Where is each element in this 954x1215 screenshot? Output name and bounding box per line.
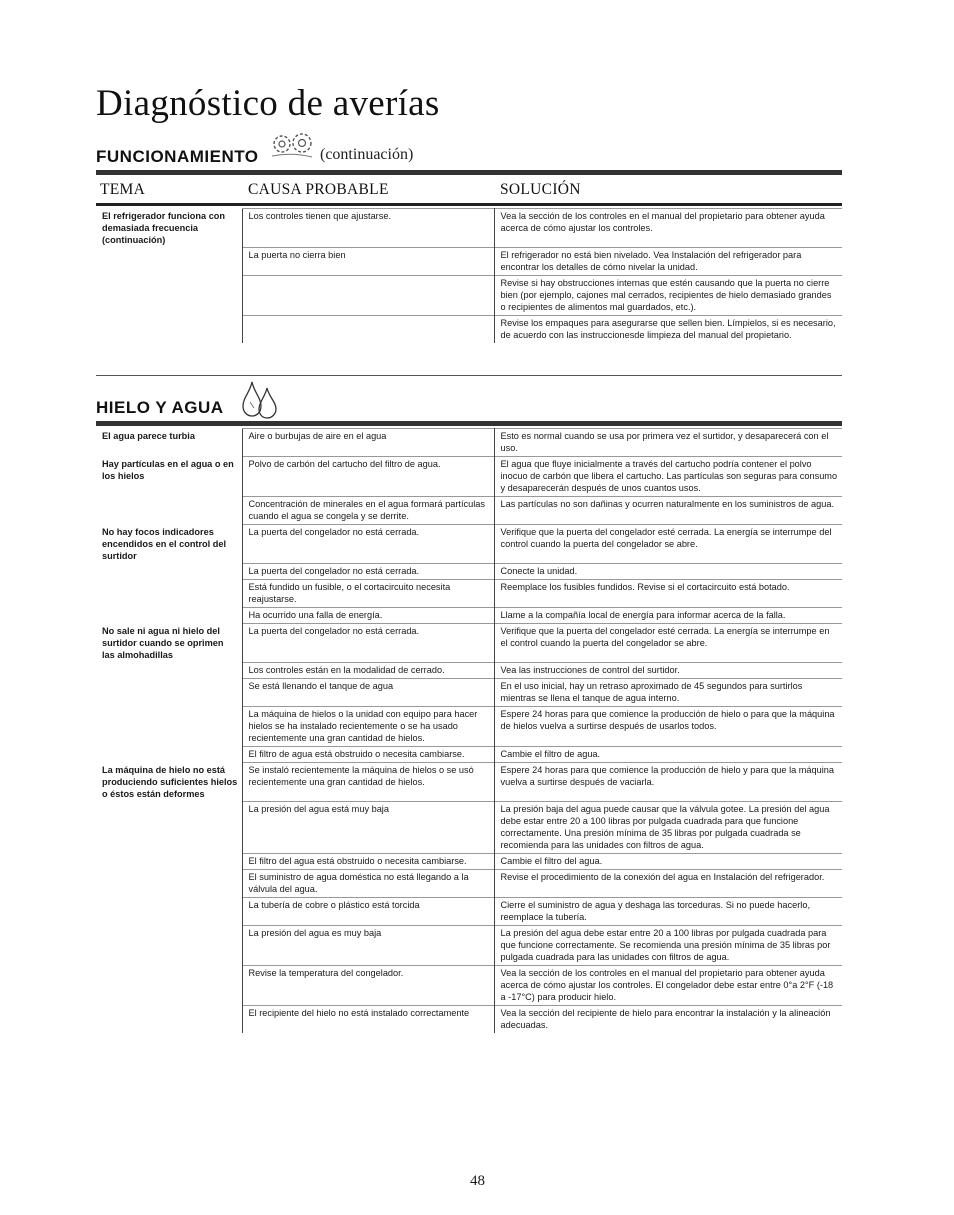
solucion-cell: En el uso inicial, hay un retraso aproximado de 45 segundos para surtirlos mientras se llena el tanque de agua interno. — [494, 679, 842, 707]
causa-cell: Revise la temperatura del congelador. — [242, 966, 494, 1006]
tema-cell — [96, 276, 242, 316]
page-number: 48 — [470, 1173, 485, 1189]
tema-cell — [96, 679, 242, 707]
tema-cell — [96, 608, 242, 624]
section-continuation: (continuación) — [320, 146, 414, 163]
solucion-cell: Llame a la compañía local de energía para informar acerca de la falla. — [494, 608, 842, 624]
causa-cell: La presión del agua es muy baja — [242, 926, 494, 966]
solucion-cell: Revise el procedimiento de la conexión del agua en Instalación del refrigerador. — [494, 870, 842, 898]
solucion-cell: Cambie el filtro del agua. — [494, 854, 842, 870]
tema-cell — [96, 1006, 242, 1034]
causa-cell: El suministro de agua doméstica no está llegando a la válvula del agua. — [242, 870, 494, 898]
tema-cell: El refrigerador funciona con demasiada frecuencia (continuación) — [102, 210, 226, 245]
section-heading-funcionamiento: FUNCIONAMIENTO — [96, 147, 259, 166]
tema-cell: Hay partículas en el agua o en los hielos — [102, 458, 234, 481]
tema-cell — [96, 316, 242, 344]
table-row — [96, 707, 842, 747]
gears-icon — [266, 130, 318, 162]
column-header-solucion: SOLUCIÓN — [500, 181, 581, 198]
table-row — [96, 497, 842, 525]
solucion-cell: Vea la sección del recipiente de hielo para encontrar la instalación y la alineación adecuadas. — [494, 1006, 842, 1034]
table-row — [96, 663, 842, 679]
water-drops-icon — [240, 378, 280, 420]
solucion-cell: Reemplace los fusibles fundidos. Revise si el cortacircuito está botado. — [494, 580, 842, 608]
troubleshooting-table-funcionamiento — [96, 208, 842, 343]
causa-cell: La puerta no cierra bien — [242, 248, 494, 276]
solucion-cell: Verifique que la puerta del congelador esté cerrada. La energía se interrumpe del control cuando la puerta del congelador se abre. — [494, 525, 842, 564]
table-row — [96, 870, 842, 898]
page-title: Diagnóstico de averías — [96, 83, 440, 124]
section-heading-hielo-agua: HIELO Y AGUA — [96, 398, 224, 417]
causa-cell: El filtro de agua está obstruido o necesita cambiarse. — [242, 747, 494, 763]
causa-cell: Se instaló recientemente la máquina de hielos o se usó recientemente una gran cantidad de hielos. — [242, 763, 494, 802]
causa-cell: La presión del agua está muy baja — [242, 802, 494, 854]
solucion-cell: Vea la sección de los controles en el manual del propietario para obtener ayuda acerca de cómo ajustar los controles. El congelador debe estar entre 0°a 2°F (-18 a -17°C) para producir hielo. — [494, 966, 842, 1006]
table-row — [96, 608, 842, 624]
tema-cell — [96, 497, 242, 525]
tema-cell: No hay focos indicadores encendidos en el control del surtidor — [102, 526, 227, 561]
causa-cell: La tubería de cobre o plástico está torcida — [242, 898, 494, 926]
table-row — [96, 564, 842, 580]
tema-cell — [96, 564, 242, 580]
solucion-cell: Conecte la unidad. — [494, 564, 842, 580]
tema-cell — [96, 870, 242, 898]
causa-cell: Aire o burbujas de aire en el agua — [242, 429, 494, 457]
solucion-cell: Revise los empaques para asegurarse que sellen bien. Límpielos, si es necesario, de acuerdo con las instruccionesde limpieza del manual del propietario. — [494, 316, 842, 344]
solucion-cell: La presión del agua debe estar entre 20 a 100 libras por pulgada cuadrada para que funcione correctamente. Se recomienda una presión mínima de 35 libras por pulgada cuadrada para las unidades con filtros de agua. — [494, 926, 842, 966]
header-divider — [96, 203, 842, 206]
solucion-cell: Cambie el filtro de agua. — [494, 747, 842, 763]
causa-cell — [242, 316, 494, 344]
tema-cell — [96, 663, 242, 679]
table-row — [96, 966, 842, 1006]
causa-cell: Ha ocurrido una falla de energía. — [242, 608, 494, 624]
tema-cell — [96, 580, 242, 608]
section-divider — [96, 170, 842, 175]
causa-cell: Polvo de carbón del cartucho del filtro de agua. — [242, 457, 494, 497]
table-row — [96, 802, 842, 854]
table-row — [96, 457, 842, 497]
solucion-cell: Espere 24 horas para que comience la producción de hielo y para que la máquina vuelva a surtirse después de vaciarla. — [494, 763, 842, 802]
table-row — [96, 276, 842, 316]
tema-cell — [96, 707, 242, 747]
tema-cell — [96, 248, 242, 276]
causa-cell: Los controles tienen que ajustarse. — [242, 209, 494, 248]
table-end-rule — [96, 375, 842, 376]
causa-cell: El recipiente del hielo no está instalado correctamente — [242, 1006, 494, 1034]
tema-cell — [96, 966, 242, 1006]
table-row — [96, 525, 842, 564]
section-divider-2 — [96, 421, 842, 426]
tema-cell — [96, 802, 242, 854]
table-row — [96, 763, 842, 802]
table-row — [96, 679, 842, 707]
solucion-cell: El refrigerador no está bien nivelado. Vea Instalación del refrigerador para encontrar los detalles de cómo nivelar la unidad. — [494, 248, 842, 276]
tema-cell — [96, 926, 242, 966]
table-row — [96, 209, 842, 248]
table-row — [96, 898, 842, 926]
causa-cell: El filtro del agua está obstruido o necesita cambiarse. — [242, 854, 494, 870]
causa-cell: Los controles están en la modalidad de cerrado. — [242, 663, 494, 679]
table-row — [96, 429, 842, 457]
solucion-cell: Revise si hay obstrucciones internas que estén causando que la puerta no cierre bien (por ejemplo, cajones mal cerrados, recipientes de hielo demasiado grandes o recipientes de alimentos mal guardados, etc.). — [494, 276, 842, 316]
tema-cell — [96, 854, 242, 870]
causa-cell: La puerta del congelador no está cerrada. — [242, 564, 494, 580]
tema-cell: El agua parece turbia — [102, 430, 195, 441]
causa-cell: La puerta del congelador no está cerrada. — [242, 624, 494, 663]
solucion-cell: Espere 24 horas para que comience la producción de hielo o para que la máquina de hielos vuelva a surtirse después de usarlos todos. — [494, 707, 842, 747]
tema-cell: La máquina de hielo no está produciendo suficientes hielos o éstos están deformes — [102, 764, 238, 799]
table-row — [96, 248, 842, 276]
causa-cell: La puerta del congelador no está cerrada. — [242, 525, 494, 564]
column-header-tema: TEMA — [100, 181, 146, 198]
troubleshooting-table-hielo-agua — [96, 428, 842, 1033]
table-row — [96, 580, 842, 608]
table-row — [96, 926, 842, 966]
solucion-cell: Cierre el suministro de agua y deshaga las torceduras. Si no puede hacerlo, reemplace la tubería. — [494, 898, 842, 926]
table-row — [96, 747, 842, 763]
table-row — [96, 316, 842, 344]
solucion-cell: Vea las instrucciones de control del surtidor. — [494, 663, 842, 679]
solucion-cell: Esto es normal cuando se usa por primera vez el surtidor, y desaparecerá con el uso. — [494, 429, 842, 457]
table-row — [96, 624, 842, 663]
causa-cell: Se está llenando el tanque de agua — [242, 679, 494, 707]
tema-cell: No sale ni agua ni hielo del surtidor cuando se oprimen las almohadillas — [102, 625, 224, 660]
solucion-cell: Vea la sección de los controles en el manual del propietario para obtener ayuda acerca de cómo ajustar los controles. — [494, 209, 842, 248]
solucion-cell: Verifique que la puerta del congelador esté cerrada. La energía se interrumpe en el control cuando la puerta del congelador se abre. — [494, 624, 842, 663]
solucion-cell: El agua que fluye inicialmente a través del cartucho podría contener el polvo inocuo de carbón que libera el cartucho. Las partículas son seguras para consumo y desaparecerán después de unos cuantos usos. — [494, 457, 842, 497]
causa-cell: Concentración de minerales en el agua formará partículas cuando el agua se congela y se derrite. — [242, 497, 494, 525]
causa-cell: La máquina de hielos o la unidad con equipo para hacer hielos se ha instalado recientemente o se ha usado recientemente una gran cantidad de hielos. — [242, 707, 494, 747]
tema-cell — [96, 747, 242, 763]
column-header-causa: CAUSA PROBABLE — [248, 181, 389, 198]
table-row — [96, 1006, 842, 1034]
solucion-cell: La presión baja del agua puede causar que la válvula gotee. La presión del agua debe estar entre 20 a 100 libras por pulgada cuadrada para que funcione correctamente. Una presión mínima de 35 libras por pulgada cuadrada se recomienda para las unidades con filtros de agua. — [494, 802, 842, 854]
tema-cell — [96, 898, 242, 926]
table-row — [96, 854, 842, 870]
solucion-cell: Las partículas no son dañinas y ocurren naturalmente en los suministros de agua. — [494, 497, 842, 525]
causa-cell: Está fundido un fusible, o el cortacircuito necesita reajustarse. — [242, 580, 494, 608]
causa-cell — [242, 276, 494, 316]
